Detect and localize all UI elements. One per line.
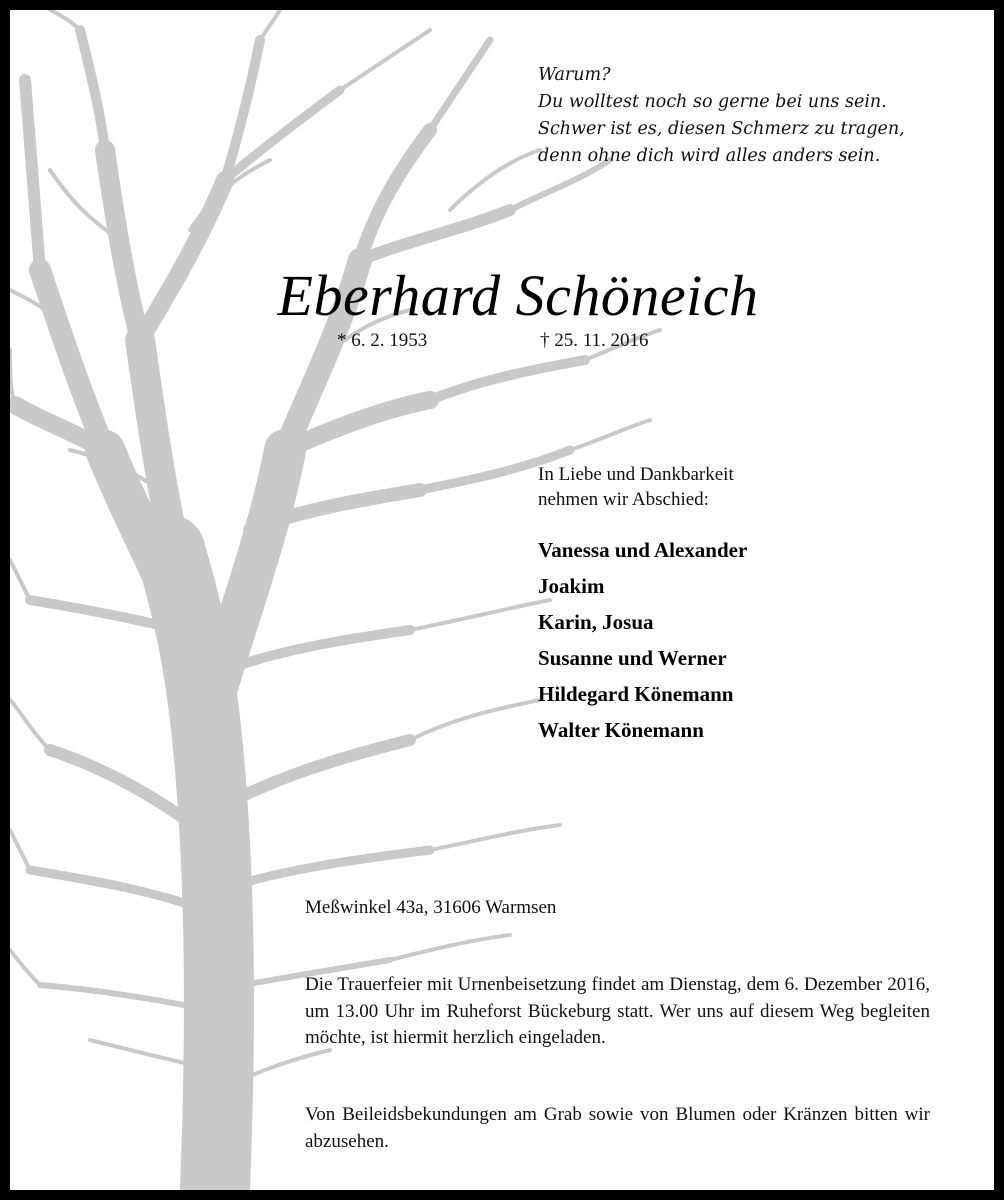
mourner-name: Hildegard Könemann: [538, 682, 734, 706]
deceased-name: Eberhard Schöneich: [277, 263, 759, 328]
family-address: Meßwinkel 43a, 31606 Warmsen: [305, 897, 557, 918]
mourner-name: Joakim: [538, 574, 605, 598]
poem-line: Du wolltest noch so gerne bei uns sein.: [538, 92, 887, 112]
farewell-line: In Liebe und Dankbarkeit: [538, 464, 734, 485]
farewell-line: nehmen wir Abschied:: [538, 489, 709, 510]
poem-line: Warum?: [538, 65, 611, 85]
death-date: † 25. 11. 2016: [540, 330, 649, 351]
condolence-notice: Von Beileidsbekundungen am Grab sowie von Blumen oder Kränzen bitten wir abzusehen.: [305, 1104, 930, 1152]
mourner-name: Karin, Josua: [538, 610, 654, 634]
mourner-name: Vanessa und Alexander: [538, 538, 748, 562]
birth-date: * 6. 2. 1953: [337, 330, 428, 351]
poem-line: denn ohne dich wird alles anders sein.: [538, 146, 881, 166]
mourner-name: Susanne und Werner: [538, 646, 727, 670]
mourner-list: [538, 532, 747, 748]
poem-line: Schwer ist es, diesen Schmerz zu tragen,: [538, 119, 905, 139]
poem-verse: [538, 62, 978, 170]
ceremony-notice: Die Trauerfeier mit Urnenbeisetzung findet am Dienstag, dem 6. Dezember 2016, um 13.00 Uhr im Ruheforst Bückeburg statt. Wer uns auf diesem Weg begleiten möchte, ist hiermit herzlich eingeladen.: [305, 974, 930, 1048]
mourner-name: Walter Könemann: [538, 718, 704, 742]
farewell-intro: [538, 462, 734, 512]
